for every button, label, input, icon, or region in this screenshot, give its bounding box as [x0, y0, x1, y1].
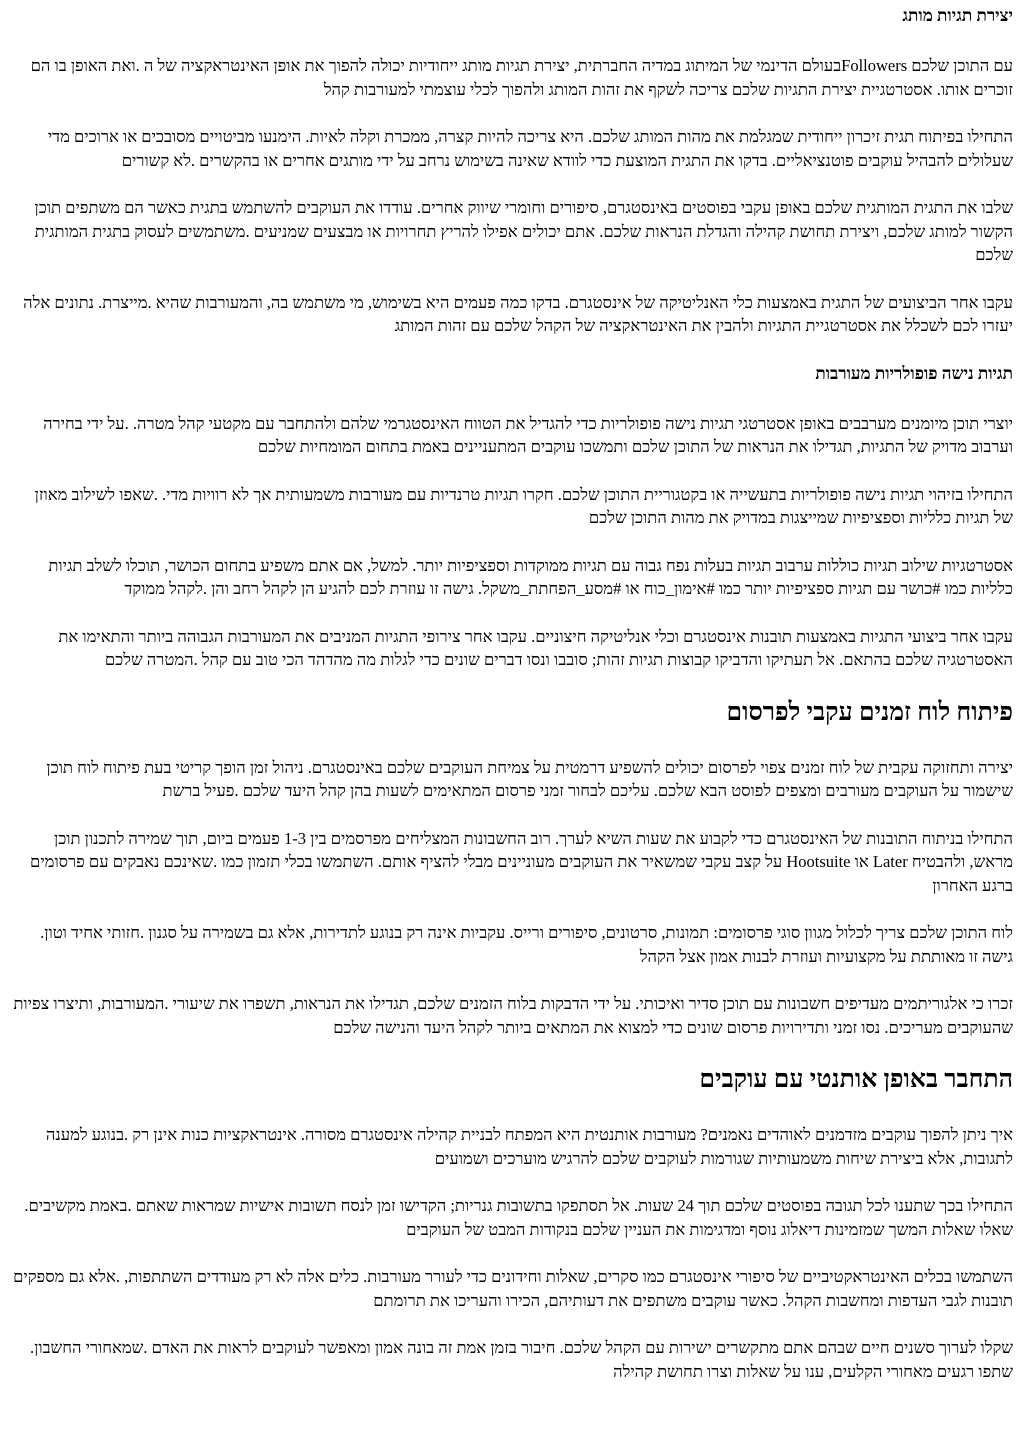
section-heading-niche-hashtags: תגיות נישה פופולריות מעורבות: [815, 363, 1013, 383]
section-heading-authentic-connection: התחבר באופן אותנטי עם עוקבים: [699, 1066, 1013, 1093]
paragraph: יוצרי תוכן מיומנים מערבבים באופן אסטרטגי תגיות נישה פופולריות כדי להגדיל את הטווח האינסטגרמי שלהם ולהתחבר עם מקטעי קהל מטרה. .על ידי בחירה וערבוב מדויק של התגיות, תגדילו את הנראות של התוכן שלכם ותמשכו עוקבים המתעניינים באמת בתחום המומחיות שלכם: [43, 413, 1013, 456]
section-heading-posting-schedule: פיתוח לוח זמנים עקבי לפרסום: [726, 698, 1013, 726]
paragraph: עם התוכן שלכם Followersבעולם הדינמי של המיתוג במדיה החברתית, יצירת תגיות מותג ייחודיות יכולה להפוך את אופן האינטראקציה של ה .ואת האופן בו הם זוכרים אותו. אסטרטגיית יצירת התגיות שלכם צריכה לשקף את זהות המותג ולהפוך לכלי עוצמתי למעורבות קהל: [30, 56, 1013, 99]
paragraph: התחילו בכך שתענו לכל תגובה בפוסטים שלכם תוך 24 שעות. אל תסתפקו בתשובות גנריות; הקדישו זמן לנסח תשובות אישיות שמראות שאתם .באמת מקשיבים. שאלו שאלות המשך שמזמינות דיאלוג נוסף ומדגימות את העניין שלכם בנקודות המבט של העוקבים: [24, 1196, 1013, 1239]
paragraph: יצירה ותחזוקה עקבית של לוח זמנים צפוי לפרסום יכולים להשפיע דרמטית על צמיחת העוקבים שלכם באינסטגרם. ניהול זמן הופך קריטי בעת פיתוח לוח תוכן שישמור על העוקבים מעורבים ומצפים לפוסט הבא שלכם. עליכם לבחור זמני פרסום המתאימים לשעות בהן קהל היעד שלכם .פעיל ברשת: [46, 757, 1013, 800]
paragraph: התחילו בניתוח התובנות של האינסטגרם כדי לקבוע את שעות השיא לערך. רוב החשבונות המצליחים מפרסמים בין 1-3 פעמים ביום, תוך שמירה לתכנון תוכן מראש, ולהבטיח Later או Hootsuite על קצב עקבי שמשאיר את העוקבים מעוניינים מבלי להציף אותם. השתמשו בכלי תזמון כמו .שאינכם נאבקים עם פרסומים ברגע האחרון: [30, 828, 1013, 895]
paragraph: שקלו לערוך סשנים חיים שבהם אתם מתקשרים ישירות עם הקהל שלכם. חיבור בזמן אמת זה בונה אמון ומאפשר לעוקבים לראות את האדם .שמאחורי החשבון. שתפו רגעים מאחורי הקלעים, ענו על שאלות וצרו תחושת קהילה: [30, 1338, 1013, 1381]
paragraph: התחילו בפיתוח תגית זיכרון ייחודית שמגלמת את מהות המותג שלכם. היא צריכה להיות קצרה, ממכרת וקלה לאיות. הימנעו מביטויים מסובכים או ארוכים מדי שעלולים להבהיל עוקבים פוטנציאליים. בדקו את התגית המוצעת כדי לוודא שאינה בשימוש נרחב על ידי מותגים אחרים או בהקשרים .לא קשורים: [47, 127, 1013, 170]
paragraph: שלבו את התגית המותגית שלכם באופן עקבי בפוסטים באינסטגרם, סיפורים וחומרי שיווק אחרים. עודדו את העוקבים להשתמש בתגית כאשר הם משתפים תוכן הקשור למותג שלכם, ויצירת תחושת קהילה והגדלת הנראות שלכם. אתם יכולים אפילו להריץ תחרויות או מבצעים שמניעים .משתמשים לעסוק בתגית המותגית שלכם: [34, 198, 1013, 264]
article: [0, 6, 1024, 1383]
paragraph: עקבו אחר הביצועים של התגית באמצעות כלי האנליטיקה של אינסטגרם. בדקו כמה פעמים היא בשימוש, מי משתמש בה, והמעורבות שהיא .מייצרת. נתונים אלה יעזרו לכם לשכלל את אסטרטגיית התגיות ולהבין את האינטראקציה של הקהל שלכם עם זהות המותג: [23, 292, 1013, 335]
section-heading-brand-hashtags: יצירת תגיות מותג: [902, 6, 1013, 25]
paragraph: לוח התוכן שלכם צריך לכלול מגוון סוגי פרסומים: תמונות, סרטונים, סיפורים ורייס. עקביות אינה רק בנוגע לתדירות, אלא גם בשמירה על סגנון .חזותי אחיד וטון. גישה זו מאותתת על מקצועיות ועוזרת לבנות אמון אצל הקהל: [40, 923, 1013, 966]
paragraph: התחילו בזיהוי תגיות נישה פופולריות בתעשייה או בקטגוריית התוכן שלכם. חקרו תגיות טרנדיות עם מעורבות משמעותית אך לא רוויות מדי. .שאפו לשילוב מאוזן של תגיות כלליות וספציפיות שמייצגות במדויק את מהות התוכן שלכם: [34, 484, 1013, 527]
paragraph: איך ניתן להפוך עוקבים מזדמנים לאוהדים נאמנים? מעורבות אותנטית היא המפתח לבניית קהילה אינסטגרם מסורה. אינטראקציות כנות אינן רק .בנוגע למענה לתגובות, אלא ביצירת שיחות משמעותיות שגורמות לעוקבים שלכם להרגיש מוערכים ושמועים: [45, 1125, 1013, 1168]
paragraph: זכרו כי אלגוריתמים מעדיפים חשבונות עם תוכן סדיר ואיכותי. על ידי הדבקות בלוח הזמנים שלכם, תגדילו את הנראות, תשפרו את שיעורי .המעורבות, ותיצרו צפיות שהעוקבים מעריכים. נסו זמני ותדירויות פרסום שונים כדי למצוא את המתאים ביותר לקהל היעד והנישה שלכם: [13, 994, 1013, 1037]
paragraph: עקבו אחר ביצועי התגיות באמצעות תובנות אינסטגרם וכלי אנליטיקה חיצוניים. עקבו אחר צירופי התגיות המניבים את המעורבות הגבוהה ביותר והתאימו את האסטרטגיה שלכם בהתאם. אל תעתיקו והדביקו קבוצות תגיות זהות; סובבו ונסו דברים שונים כדי לגלות מה מהדהד הכי טוב עם קהל .המטרה שלכם: [58, 626, 1013, 669]
paragraph: אסטרטגיות שילוב תגיות כוללות ערבוב תגיות בעלות נפח גבוה עם תגיות ממוקדות וספציפיות יותר. למשל, אם אתם משפיע בתחום הכושר, תוכלו לשלב תגיות כלליות כמו #כושר עם תגיות ספציפיות יותר כמו #אימון_כוח או #מסע_הפחתת_משקל. גישה זו עוזרת לכם להגיע הן לקהל רחב והן .לקהל ממוקד: [48, 555, 1013, 598]
paragraph: השתמשו בכלים האינטראקטיביים של סיפורי אינסטגרם כמו סקרים, שאלות וחידונים כדי לעורר מעורבות. כלים אלה לא רק מעודדים השתתפות, .אלא גם מספקים תובנות לגבי העדפות ומחשבות הקהל. כאשר עוקבים משתפים את דעותיהם, הכירו והעריכו את תרומתם: [13, 1267, 1013, 1310]
